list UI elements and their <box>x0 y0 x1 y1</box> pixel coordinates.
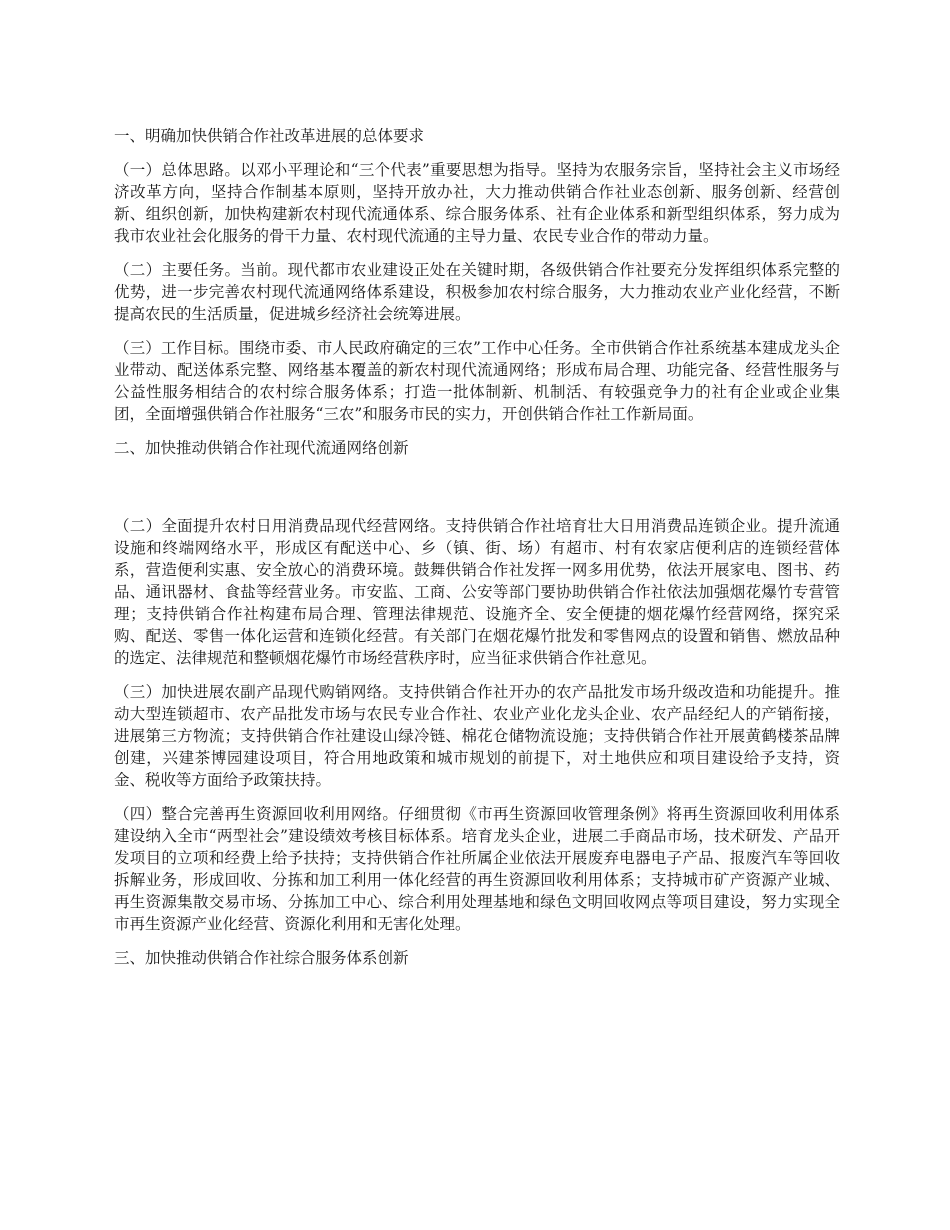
blank-gap <box>114 471 840 515</box>
paragraph-overall-approach: （一）总体思路。以邓小平理论和“三个代表”重要思想为指导。坚持为农服务宗旨，坚持社会主义市场经济改革方向，坚持合作制基本原则，坚持开放办社，大力推动供销合作社业态创新、服务创新、经营创新、组织创新，加快构建新农村现代流通体系、综合服务体系、社有企业体系和新型组织体系，努力成为我市农业社会化服务的骨干力量、农村现代流通的主导力量、农民专业合作的带动力量。 <box>114 161 840 245</box>
paragraph-main-tasks: （二）主要任务。当前。现代都市农业建设正处在关键时期，各级供销合作社要充分发挥组织体系完整的优势，进一步完善农村现代流通网络体系建设，积极参加农村综合服务，大力推动农业产业化经营，不断提高农民的生活质量，促进城乡经济社会统筹进展。 <box>114 261 840 323</box>
paragraph-recycling-network: （四）整合完善再生资源回收利用网络。仔细贯彻《市再生资源回收管理条例》将再生资源回收利用体系建设纳入全市“两型社会”建设绩效考核目标体系。培育龙头企业，进展二手商品市场，技术研发、产品开发项目的立项和经费上给予扶持；支持供销合作社所属企业依法开展废弃电器电子产品、报废汽车等回收拆解业务，形成回收、分拣和加工利用一体化经营的再生资源回收利用体系；支持城市矿产资源产业城、再生资源集散交易市场、分拣加工中心、综合利用处理基地和绿色文明回收网点等项目建设，努力实现全市再生资源产业化经营、资源化利用和无害化处理。 <box>114 805 840 933</box>
section-heading-2: 二、加快推动供销合作社现代流通网络创新 <box>114 439 409 457</box>
paragraph-agricultural-products-network: （三）加快进展农副产品现代购销网络。支持供销合作社开办的农产品批发市场升级改造和功能提升。推动大型连锁超市、农产品批发市场与农民专业合作社、农业产业化龙头企业、农产品经纪人的产销衔接，进展第三方物流；支持供销合作社建设山绿冷链、棉花仓储物流设施；支持供销合作社开展黄鹤楼茶品牌创建，兴建茶博园建设项目，符合用地政策和城市规划的前提下，对土地供应和项目建设给予支持，资金、税收等方面给予政策扶持。 <box>114 683 840 789</box>
document-body <box>114 125 840 981</box>
paragraph-consumer-goods-network: （二）全面提升农村日用消费品现代经营网络。支持供销合作社培育壮大日用消费品连锁企业。提升流通设施和终端网络水平，形成区有配送中心、乡（镇、街、场）有超市、村有农家店便利店的连锁经营体系，营造便利实惠、安全放心的消费环境。鼓舞供销合作社发挥一网多用优势，依法开展家电、图书、药品、通讯器材、食盐等经营业务。市安监、工商、公安等部门要协助供销合作社依法加强烟花爆竹专营管理；支持供销合作社构建布局合理、管理法律规范、设施齐全、安全便捷的烟花爆竹经营网络，探究采购、配送、零售一体化运营和连锁化经营。有关部门在烟花爆竹批发和零售网点的设置和销售、燃放品种的选定、法律规范和整顿烟花爆竹市场经营秩序时，应当征求供销合作社意见。 <box>114 517 840 667</box>
section-heading-1: 一、明确加快供销合作社改革进展的总体要求 <box>114 127 425 145</box>
section-heading-3: 三、加快推动供销合作社综合服务体系创新 <box>114 949 409 967</box>
paragraph-work-goals: （三）工作目标。围绕市委、市人民政府确定的三农”工作中心任务。全市供销合作社系统基本建成龙头企业带动、配送体系完整、网络基本覆盖的新农村现代流通网络；形成布局合理、功能完备、经营性服务与公益性服务相结合的农村综合服务体系；打造一批体制新、机制活、有较强竞争力的社有企业或企业集团，全面增强供销合作社服务“三农”和服务市民的实力，开创供销合作社工作新局面。 <box>114 339 840 423</box>
